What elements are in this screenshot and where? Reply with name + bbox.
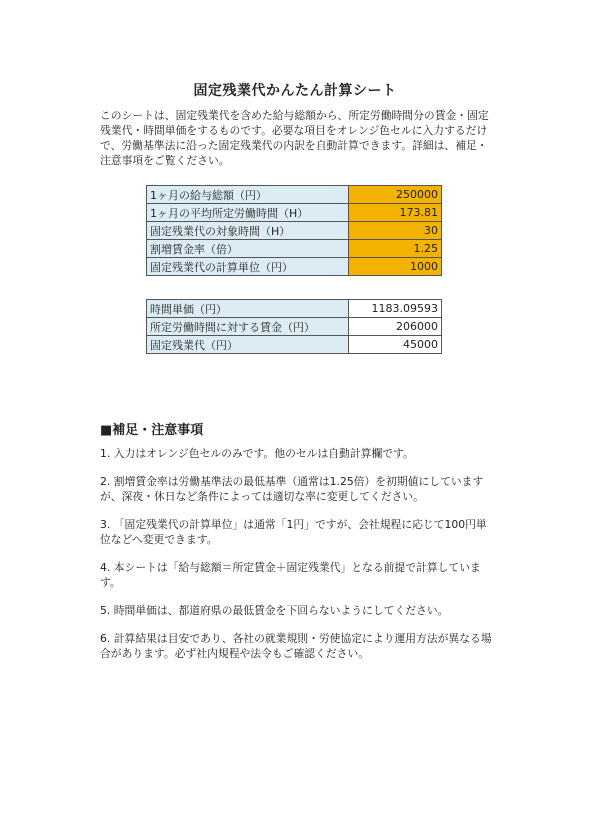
note-item: 5. 時間単価は、都道府県の最低賃金を下回らないようにしてください。	[100, 604, 449, 617]
output-cell-fixed-overtime: 45000	[349, 336, 442, 354]
row-label: 固定残業代の計算単位（円）	[147, 258, 349, 276]
output-cell-hourly-rate: 1183.09593	[349, 300, 442, 318]
row-label: 固定残業代の対象時間（H）	[147, 222, 349, 240]
notes-list	[100, 446, 495, 674]
table-row	[147, 222, 442, 240]
table-row	[147, 300, 442, 318]
note-item: 4. 本シートは「給与総額＝所定賃金＋固定残業代」となる前提で計算しています。	[100, 561, 481, 589]
note-item: 1. 入力はオレンジ色セルのみです。他のセルは自動計算欄です。	[100, 447, 414, 460]
row-label: 固定残業代（円）	[147, 336, 349, 354]
intro-paragraph: このシートは、固定残業代を含めた給与総額から、所定労働時間分の賃金・固定残業代・時間単価をするものです。必要な項目をオレンジ色セルに入力するだけで、労働基準法に沿った固定残業代の内訳を自動計算できます。詳細は、補足・注意事項をご覧ください。	[100, 109, 489, 167]
table-row	[147, 204, 442, 222]
table-row	[147, 258, 442, 276]
input-cell-calc-unit[interactable]: 1000	[349, 258, 442, 276]
notes-heading: ■補足・注意事項	[100, 423, 204, 438]
table-row	[147, 318, 442, 336]
note-item: 3. 「固定残業代の計算単位」は通常「1円」ですが、会社規程に応じて100円単位などへ変更できます。	[100, 518, 487, 546]
table-row	[147, 186, 442, 204]
output-table	[146, 299, 442, 354]
row-label: 所定労働時間に対する賃金（円）	[147, 318, 349, 336]
page-title: 固定残業代かんたん計算シート	[193, 83, 397, 99]
row-label: 1ヶ月の平均所定労働時間（H）	[147, 204, 349, 222]
row-label: 割増賃金率（倍）	[147, 240, 349, 258]
input-cell-avg-hours[interactable]: 173.81	[349, 204, 442, 222]
output-cell-base-wage: 206000	[349, 318, 442, 336]
row-label: 時間単価（円）	[147, 300, 349, 318]
input-cell-overtime-hours[interactable]: 30	[349, 222, 442, 240]
input-cell-premium-rate[interactable]: 1.25	[349, 240, 442, 258]
note-item: 2. 割増賃金率は労働基準法の最低基準（通常は1.25倍）を初期値にしていますが、深夜・休日など条件によっては適切な率に変更してください。	[100, 475, 484, 503]
table-row	[147, 240, 442, 258]
row-label: 1ヶ月の給与総額（円）	[147, 186, 349, 204]
note-item: 6. 計算結果は目安であり、各社の就業規則・労使協定により運用方法が異なる場合があります。必ず社内規程や法令もご確認ください。	[100, 632, 492, 660]
input-table	[146, 185, 442, 276]
table-row	[147, 336, 442, 354]
input-cell-total-salary[interactable]: 250000	[349, 186, 442, 204]
